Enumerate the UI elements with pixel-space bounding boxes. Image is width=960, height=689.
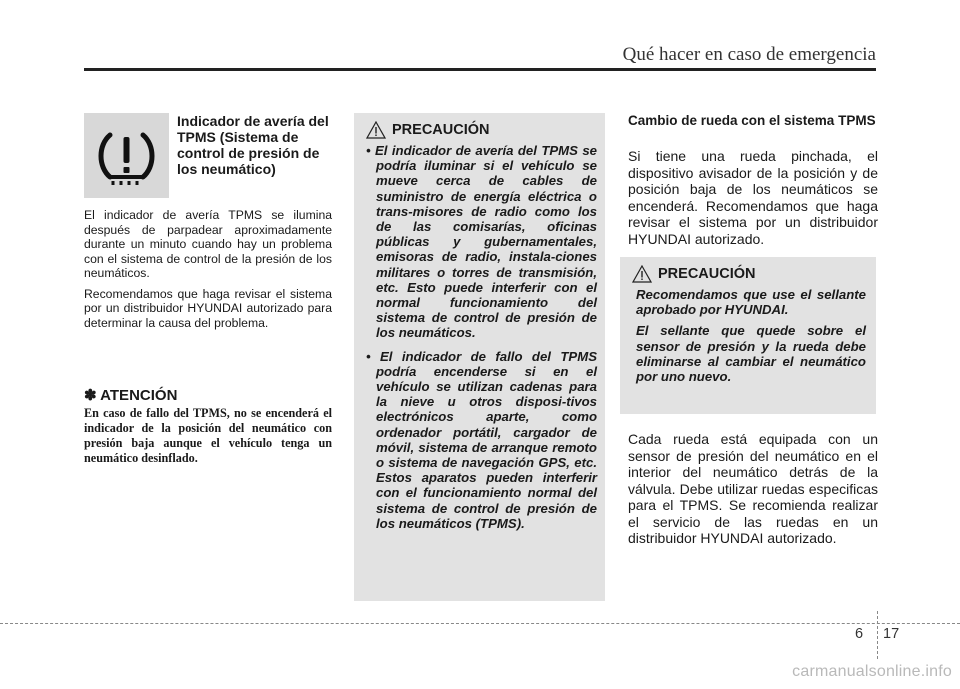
- indicator-paragraph-1: El indicador de avería TPMS se ilumina después de parpadear aproximadamente durante un minuto cuando hay un problema con el sistema de control de la presión de los neumáticos.: [84, 208, 332, 280]
- caution-box-1: [354, 113, 605, 601]
- section-number: 6: [855, 626, 864, 642]
- caution-item-2: • El indicador de fallo del TPMS podría encenderse si en el vehículo se utilizan cadenas para la nieve u otros disposi-tivos electrónicos aparte, como ordenador portátil, cargador de móvil, sistema de arranque remoto o sistema de navegación GPS, etc. Estos aparatos pueden interferir con el funcionamiento normal del sistema de control de presión de los neumáticos (TPMS).: [366, 348, 597, 531]
- tpms-warning-icon: [84, 113, 169, 198]
- warning-triangle-icon: [366, 121, 386, 139]
- caution-header-2: [632, 265, 876, 283]
- caution-title-1: PRECAUCIÓN: [392, 122, 490, 138]
- tpms-icon-box: [84, 113, 169, 198]
- wheel-change-paragraph-1: Si tiene una rueda pinchada, el dispositivo avisador de la posición y de posición baja de los neumáticos se encenderá. Recomendamos que haga revisar el sistema por un distribuidor HYUNDAI autorizado.: [628, 148, 878, 247]
- watermark: carmanualsonline.info: [792, 663, 952, 680]
- indicator-paragraph-2: Recomendamos que haga revisar el sistema por un distribuidor HYUNDAI autorizado para determinar la causa del problema.: [84, 286, 332, 330]
- footer-dashed-rule: [0, 623, 960, 624]
- caution-list-1: [366, 143, 597, 531]
- footer-dashed-divider: [877, 611, 878, 659]
- caution-box-2: [620, 257, 876, 414]
- indicator-description: [84, 208, 332, 336]
- chapter-title: Qué hacer en caso de emergencia: [622, 44, 876, 65]
- wheel-change-title: Cambio de rueda con el sistema TPMS: [628, 113, 876, 128]
- caution-item-1: • El indicador de avería del TPMS se podría iluminar si el vehículo se mueve cerca de cables de suministro de energía eléctrica o trans-misores de radio como los de las comisarías, oficinas públicas y gubernamentales, emisoras de radio, instala-ciones militares o torres de transmisión, etc. Esto puede interferir con el normal funcionamiento del sistema de control de presión de los neumáticos.: [366, 143, 597, 341]
- indicator-title: Indicador de avería del TPMS (Sistema de control de presión de los neumático): [177, 113, 329, 177]
- warning-triangle-icon: [632, 265, 652, 283]
- caution-title-2: PRECAUCIÓN: [658, 266, 756, 282]
- page-number: 17: [883, 626, 900, 642]
- caution-text-2: [636, 287, 866, 384]
- attention-body: En caso de fallo del TPMS, no se encenderá el indicador de la posición del neumático con presión baja aunque el vehículo tenga un neumático desinflado.: [84, 406, 332, 465]
- wheel-change-paragraph-2: Cada rueda está equipada con un sensor de presión del neumático en el interior del neumático detrás de la válvula. Debe utilizar ruedas especificas para el TPMS. Se recomienda realizar el servicio de las ruedas en un distribuidor HYUNDAI autorizado.: [628, 431, 878, 546]
- header-rule: [84, 68, 876, 71]
- attention-title: ✽ ATENCIÓN: [84, 387, 178, 404]
- caution-2-paragraph-1: Recomendamos que use el sellante aprobado por HYUNDAI.: [636, 287, 866, 318]
- caution-2-paragraph-2: El sellante que quede sobre el sensor de presión y la rueda debe eliminarse al cambiar el neumático por uno nuevo.: [636, 323, 866, 385]
- caution-header-1: [366, 121, 605, 139]
